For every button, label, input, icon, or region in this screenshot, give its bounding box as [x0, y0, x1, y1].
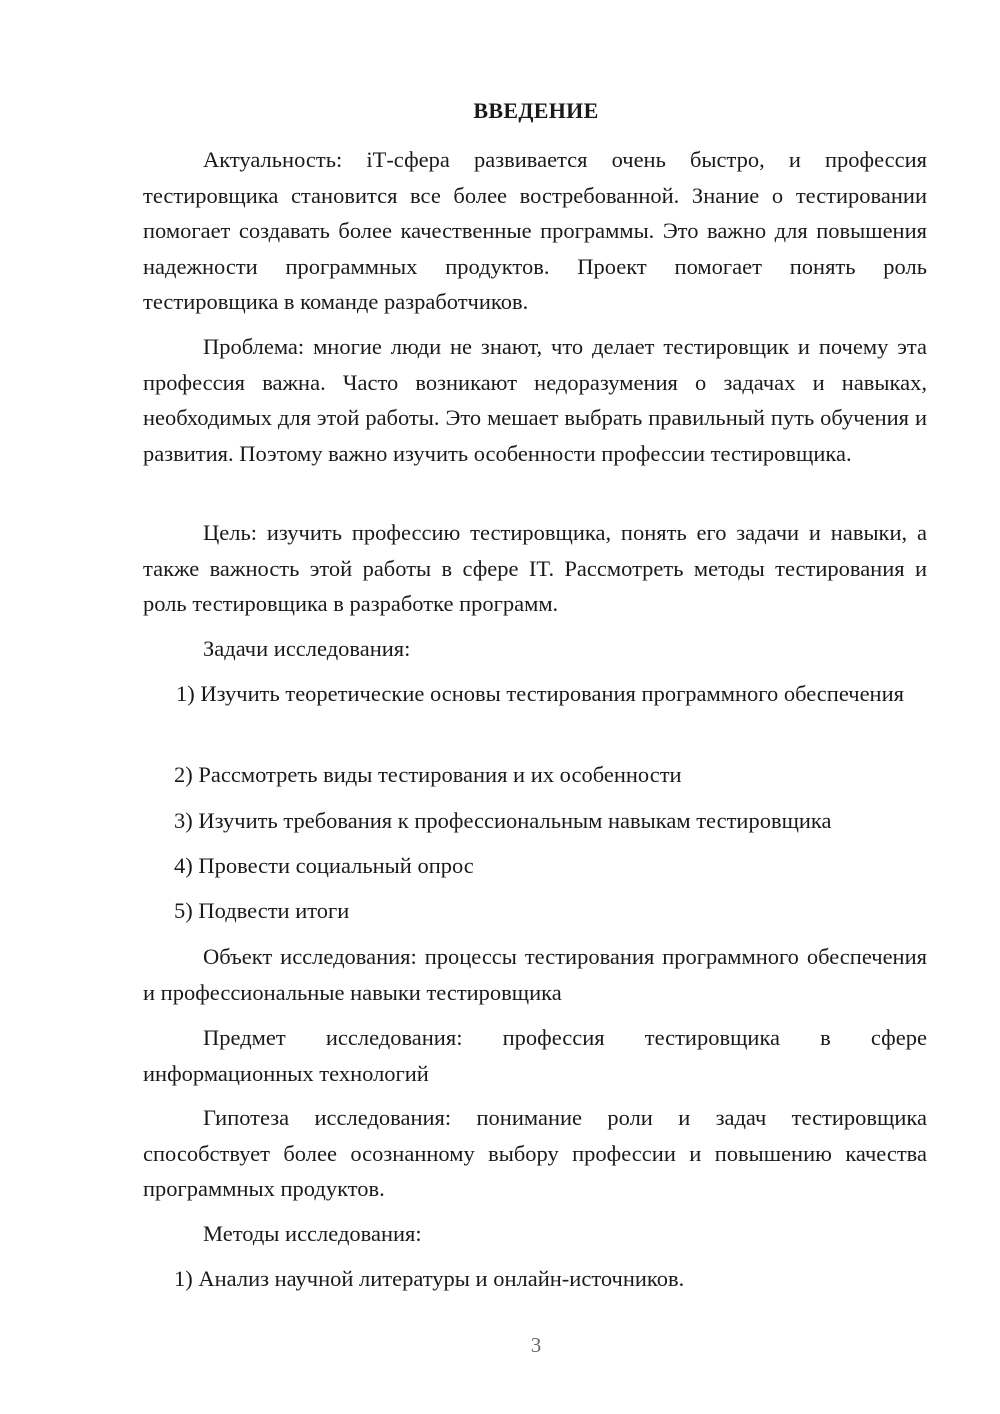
- tasks-heading: Задачи исследования:: [203, 636, 411, 661]
- paragraph-goal: Цель: изучить профессию тестировщика, понять его задачи и навыки, а также важность этой работы в сфере IT. Рассмотреть методы тестирования и роль тестировщика в разработке программ.: [143, 520, 927, 616]
- paragraph-hypothesis: Гипотеза исследования: понимание роли и задач тестировщика способствует более осознанному выбору профессии и повышению качества программных продуктов.: [143, 1105, 927, 1201]
- method-item: 1) Анализ научной литературы и онлайн-источников.: [174, 1266, 685, 1291]
- task-item: 1) Изучить теоретические основы тестирования программного обеспечения: [176, 681, 904, 706]
- task-item: 3) Изучить требования к профессиональным навыкам тестировщика: [174, 808, 832, 833]
- paragraph-object: Объект исследования: процессы тестирования программного обеспечения и профессиональные навыки тестировщика: [143, 944, 927, 1005]
- task-item: 5) Подвести итоги: [174, 898, 350, 923]
- paragraph-relevance: Актуальность: iТ-сфера развивается очень быстро, и профессия тестировщика становится все более востребованной. Знание о тестировании помогает создавать более качественные программы. Это важно для повышения надежности программных продуктов. Проект помогает понять роль тестировщика в команде разработчиков.: [143, 147, 927, 314]
- task-item: 2) Рассмотреть виды тестирования и их особенности: [174, 762, 682, 787]
- task-item: 4) Провести социальный опрос: [174, 853, 474, 878]
- paragraph-subject: Предмет исследования: профессия тестировщика в сфере информационных технологий: [143, 1025, 927, 1086]
- methods-heading: Методы исследования:: [203, 1221, 422, 1246]
- paragraph-problem: Проблема: многие люди не знают, что делает тестировщик и почему эта профессия важна. Часто возникают недоразумения о задачах и навыках, необходимых для этой работы. Это мешает выбрать правильный путь обучения и развития. Поэтому важно изучить особенности профессии тестировщика.: [143, 334, 927, 466]
- section-title: ВВЕДЕНИЕ: [473, 98, 599, 123]
- page-number: 3: [530, 1333, 542, 1357]
